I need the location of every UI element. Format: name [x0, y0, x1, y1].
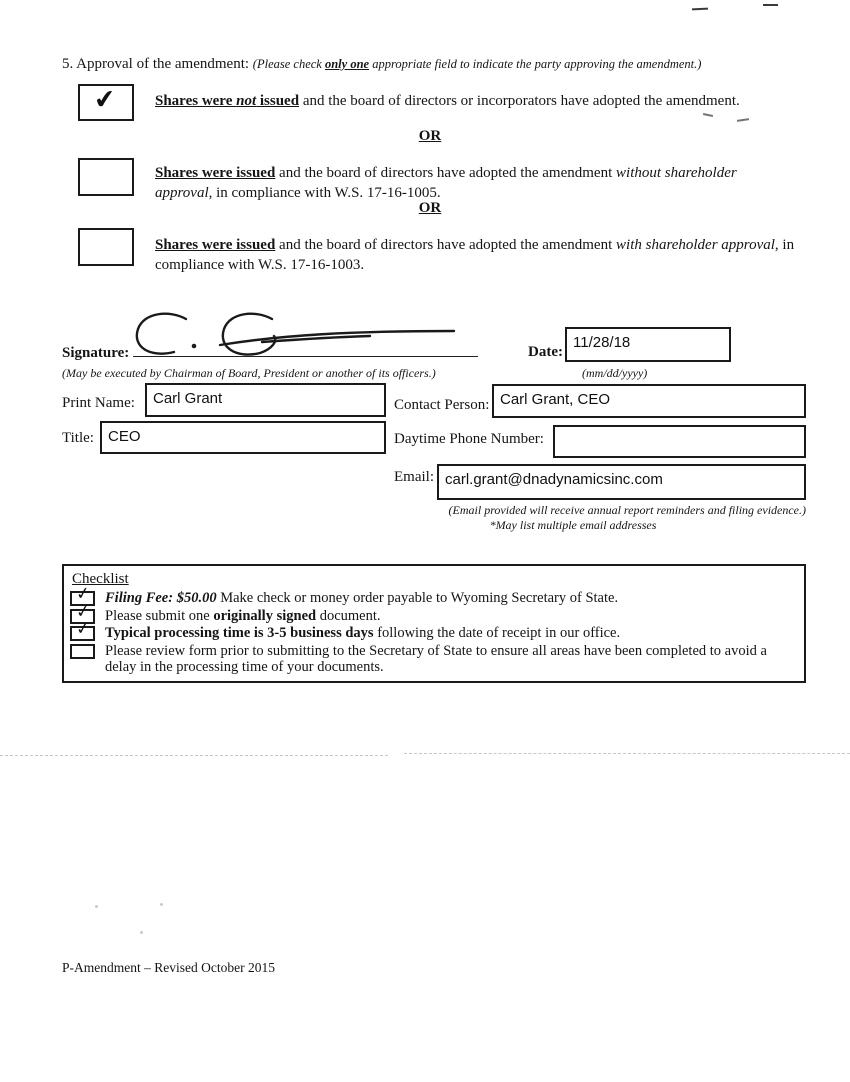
title-value: CEO	[108, 428, 141, 445]
signature-label: Signature:	[62, 345, 130, 361]
contact-person-value: Carl Grant, CEO	[500, 391, 611, 408]
checkmark-icon: ✓	[74, 600, 92, 623]
option-shares-issued-without-approval: Shares were issued and the board of directors have adopted the amendment without shareholder approval, in compliance with W.S. 17-16-1005.	[155, 165, 737, 201]
signature-image[interactable]	[122, 308, 472, 362]
signature-note: (May be executed by Chairman of Board, President or another of its officers.)	[62, 366, 436, 380]
checkbox-shares-issued-without-approval[interactable]	[78, 158, 134, 196]
title-field[interactable]	[100, 421, 386, 454]
email-field[interactable]	[437, 464, 806, 500]
scan-artifact	[763, 4, 778, 6]
email-value: carl.grant@dnadynamicsinc.com	[445, 471, 663, 488]
option-shares-issued-with-approval: Shares were issued and the board of directors have adopted the amendment with shareholder approval, in compliance with W.S. 17-16-1003.	[155, 237, 795, 273]
checklist-title: Checklist	[72, 571, 129, 587]
or-separator-1: OR	[418, 128, 442, 144]
scan-artifact	[703, 113, 713, 117]
checklist-item-signed-document: ✓ Please submit one originally signed document.	[70, 608, 796, 625]
scan-artifact	[140, 931, 143, 934]
scan-artifact	[404, 753, 850, 754]
email-note-1: (Email provided will receive annual report reminders and filing evidence.)	[448, 503, 806, 517]
or-separator-2: OR	[418, 200, 442, 216]
scan-artifact	[692, 8, 708, 11]
date-value: 11/28/18	[573, 334, 631, 351]
scan-artifact	[95, 905, 98, 908]
checkmark-icon: ✓	[74, 583, 92, 605]
checkbox-processing-time[interactable]	[70, 618, 95, 641]
date-format-note: (mm/dd/yyyy)	[582, 366, 648, 380]
email-label: Email:	[394, 469, 434, 485]
section-5-label: 5. Approval of the amendment:	[62, 56, 253, 72]
checkmark-icon: ✓	[74, 618, 92, 640]
print-name-label: Print Name:	[62, 395, 135, 411]
form-footer: P-Amendment – Revised October 2015	[62, 960, 275, 975]
checklist-item-filing-fee: ✓ Filing Fee: $50.00 Make check or money order payable to Wyoming Secretary of State.	[70, 590, 796, 607]
scan-artifact	[737, 118, 749, 122]
date-field[interactable]	[565, 327, 731, 362]
signature-line[interactable]	[133, 356, 478, 357]
checklist-item-processing-time: ✓ Typical processing time is 3-5 business days following the date of receipt in our office.	[70, 625, 796, 642]
section-5-instruction: (Please check only one appropriate field to indicate the party approving the amendment.)	[252, 57, 702, 71]
checklist-item-review-form: Please review form prior to submitting to the Secretary of State to ensure all areas have been completed to avoid a delay in the processing time of your documents.	[70, 643, 796, 676]
phone-field[interactable]	[553, 425, 806, 458]
scan-artifact	[160, 903, 163, 906]
date-label: Date:	[528, 344, 563, 360]
scan-artifact	[0, 755, 388, 756]
title-label: Title:	[62, 430, 94, 446]
print-name-field[interactable]	[145, 383, 386, 417]
checkbox-review-form[interactable]	[70, 644, 95, 659]
section-5-heading	[62, 56, 822, 73]
checkmark-icon: ✔	[92, 83, 118, 117]
checkbox-shares-issued-with-approval[interactable]	[78, 228, 134, 266]
email-note-2: *May list multiple email addresses	[489, 518, 657, 532]
checklist-box	[62, 564, 806, 683]
phone-label: Daytime Phone Number:	[394, 431, 544, 447]
checkbox-shares-not-issued[interactable]	[78, 84, 134, 121]
print-name-value: Carl Grant	[153, 390, 223, 407]
contact-person-label: Contact Person:	[394, 397, 490, 413]
contact-person-field[interactable]	[492, 384, 806, 418]
option-shares-not-issued: Shares were not issued and the board of directors or incorporators have adopted the amendment.	[155, 93, 740, 109]
